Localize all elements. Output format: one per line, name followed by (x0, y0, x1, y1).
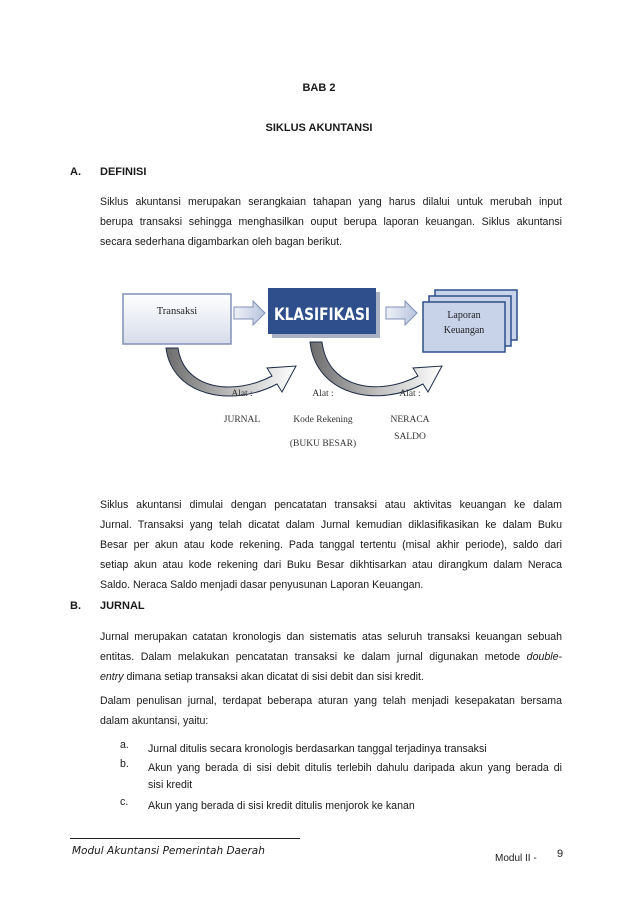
italic-term: double- (526, 651, 563, 663)
klasifikasi-label: KLASIFIKASI (274, 305, 370, 325)
para-line (100, 667, 562, 687)
tool-1-name: JURNAL (223, 415, 261, 425)
list-marker: c. (120, 796, 129, 808)
arrow-right-icon (234, 301, 265, 325)
section-b-paragraph-2 (100, 691, 562, 731)
tool-3-extra: SALDO (394, 432, 426, 442)
section-b-marker: B. (70, 600, 81, 612)
section-a-heading: DEFINISI (100, 166, 147, 178)
footer-module-label: Modul II - (495, 853, 537, 864)
para-line: Jurnal. Transaksi yang telah dicatat dalam Jurnal kemudian diklasifikasikan ke dalam Buku (100, 519, 562, 531)
italic-term: entry (100, 671, 124, 683)
list-marker: a. (120, 739, 129, 751)
list-text: Jurnal ditulis secara kronologis berdasarkan tanggal terjadinya transaksi (148, 743, 487, 755)
laporan-label-line2: Keuangan (443, 325, 485, 336)
transaksi-label: Transaksi (156, 306, 198, 317)
list-text: sisi kredit (148, 779, 193, 791)
para-line: Siklus akuntansi dimulai dengan pencatatan transaksi atau aktivitas keuangan ke dalam (100, 499, 562, 511)
list-marker: b. (120, 758, 129, 770)
para-line: secara sederhana digambarkan oleh bagan berikut. (100, 236, 343, 248)
section-a-paragraph-2 (100, 495, 562, 595)
transaksi-box (123, 294, 231, 344)
tool-2-extra: (BUKU BESAR) (289, 439, 357, 449)
tool-1-label: Alat : (231, 389, 253, 399)
tool-3-name: NERACA (390, 415, 430, 425)
section-b-heading: JURNAL (100, 600, 145, 612)
accounting-cycle-diagram (110, 280, 530, 460)
page-number: 9 (557, 848, 564, 860)
section-a-marker: A. (70, 166, 81, 178)
footer-module-title: Modul Akuntansi Pemerintah Daerah (72, 845, 265, 857)
para-line: setiap akun atau kode rekening dari Buku Besar dikhtisarkan atau dirangkum dalam Neraca (100, 559, 562, 571)
footer-divider (70, 838, 300, 839)
curved-arrow-icon (310, 342, 442, 396)
tool-2-name: Kode Rekening (293, 415, 353, 425)
list-text: Akun yang berada di sisi debit ditulis terlebih dahulu daripada akun yang berada di (148, 762, 562, 774)
jurnal-rules-list (120, 739, 562, 819)
para-line: Siklus akuntansi merupakan serangkaian tahapan yang harus dilalui untuk merubah input (100, 196, 562, 208)
arrow-right-icon (386, 301, 417, 325)
section-b-paragraph-1 (100, 627, 562, 687)
tool-3-label: Alat : (399, 389, 421, 399)
para-line-text: dimana setiap transaksi akan dicatat di sisi debit dan sisi kredit. (126, 671, 424, 683)
chapter-number: BAB 2 (302, 82, 336, 94)
para-line: Dalam penulisan jurnal, terdapat beberapa aturan yang telah menjadi kesepakatan bersama (100, 695, 562, 707)
list-text: Akun yang berada di sisi kredit ditulis menjorok ke kanan (148, 800, 415, 812)
para-line: dalam akuntansi, yaitu: (100, 715, 209, 727)
chapter-title: SIKLUS AKUNTANSI (265, 122, 373, 134)
section-a-paragraph-1 (100, 192, 562, 252)
para-line: Saldo. Neraca Saldo menjadi dasar penyusunan Laporan Keuangan. (100, 579, 424, 591)
para-line: berupa transaksi sehingga menghasilkan ouput berupa laporan keuangan. Siklus akuntansi (100, 216, 562, 228)
para-line (100, 647, 562, 667)
tool-2-label: Alat : (312, 389, 334, 399)
para-line: Besar per akun atau kode rekening. Pada tanggal tertentu (misal akhir periode), saldo dari (100, 539, 562, 551)
para-line-text: entitas. Dalam melakukan pencatatan transaksi ke dalam jurnal digunakan metode (100, 651, 521, 663)
para-line: Jurnal merupakan catatan kronologis dan sistematis atas seluruh transaksi keuangan sebuah (100, 631, 562, 643)
laporan-label-line1: Laporan (447, 310, 481, 321)
